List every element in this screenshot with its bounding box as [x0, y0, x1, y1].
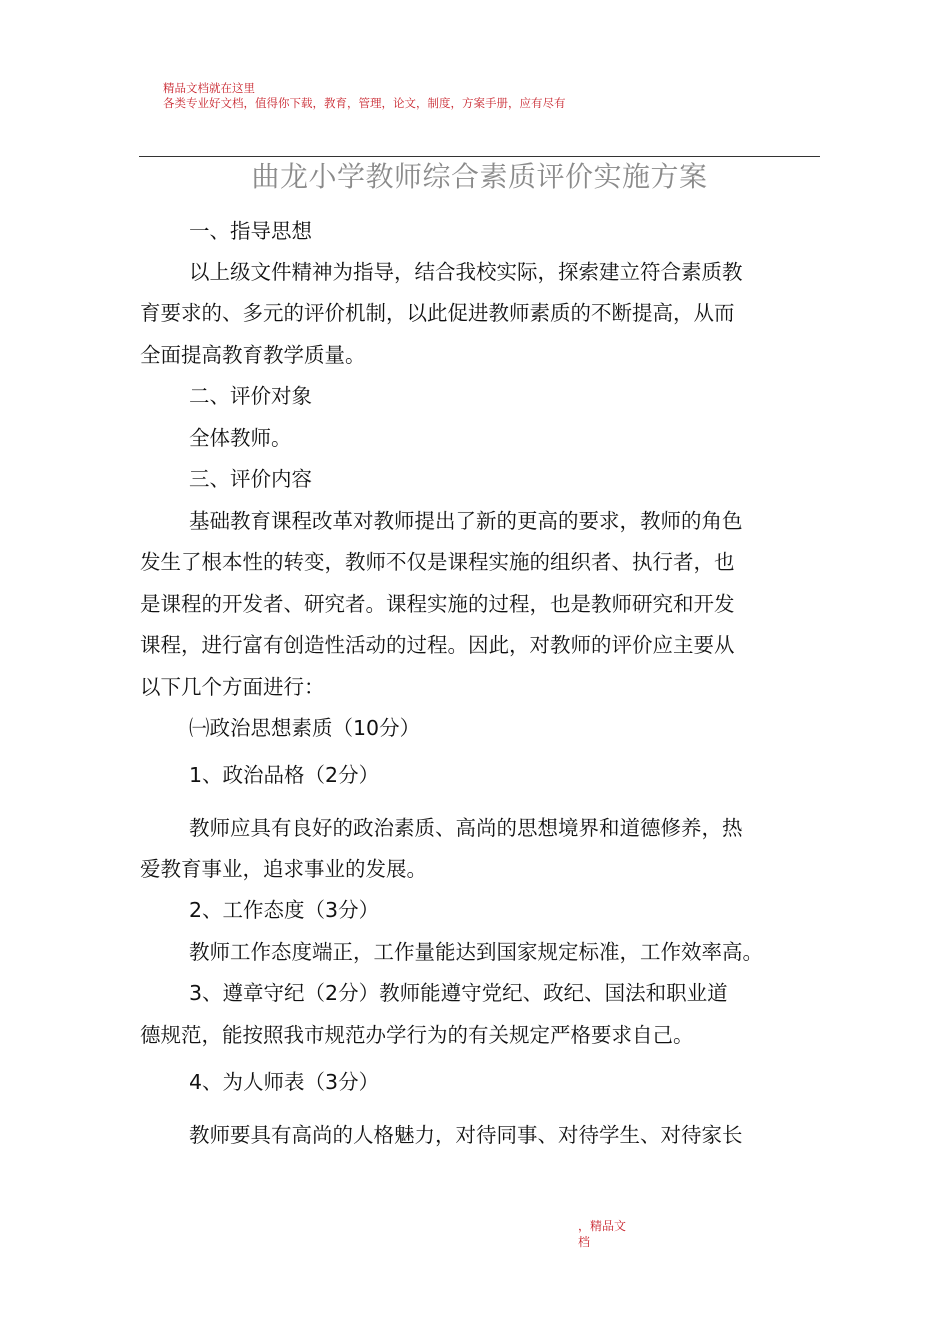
- section-heading-1: 一、指导思想: [189, 219, 312, 243]
- paragraph-line: 全面提高教育教学质量。: [140, 343, 366, 367]
- paragraph-line: 课程，进行富有创造性活动的过程。因此，对教师的评价应主要从: [140, 633, 735, 657]
- paragraph-line: 发生了根本性的转变，教师不仅是课程实施的组织者、执行者，也: [140, 550, 735, 574]
- paragraph-line: 教师应具有良好的政治素质、高尚的思想境界和道德修养，热: [189, 816, 743, 840]
- paragraph-line: 爱教育事业，追求事业的发展。: [140, 857, 427, 881]
- document-title: 曲龙小学教师综合素质评价实施方案: [251, 160, 708, 193]
- paragraph-line: 教师工作态度端正，工作量能达到国家规定标准，工作效率高。: [189, 940, 763, 964]
- item-heading: 3、遵章守纪（2分）教师能遵守党纪、政纪、国法和职业道: [189, 981, 728, 1005]
- paragraph-line: 教师要具有高尚的人格魅力，对待同事、对待学生、对待家长: [189, 1123, 743, 1147]
- item-heading: 1、政治品格（2分）: [189, 763, 380, 787]
- paragraph-line: 基础教育课程改革对教师提出了新的更高的要求，教师的角色: [189, 509, 743, 533]
- subsection-heading: ㈠政治思想素质（10分）: [189, 716, 421, 740]
- footer-note-cont: 档: [578, 1235, 591, 1249]
- item-heading: 2、工作态度（3分）: [189, 898, 380, 922]
- header-subtitle: 各类专业好文档，值得你下载，教育，管理，论文，制度，方案手册，应有尽有: [163, 96, 566, 110]
- header-tagline: 精品文档就在这里: [163, 81, 255, 95]
- paragraph-line: 以下几个方面进行：: [140, 675, 325, 699]
- footer-note: ，精品文: [578, 1219, 627, 1233]
- item-heading: 4、为人师表（3分）: [189, 1070, 380, 1094]
- header-divider: [139, 156, 820, 157]
- paragraph-line: 育要求的、多元的评价机制，以此促进教师素质的不断提高，从而: [140, 301, 735, 325]
- section-heading-3: 三、评价内容: [189, 467, 312, 491]
- paragraph-line: 以上级文件精神为指导，结合我校实际，探索建立符合素质教: [189, 260, 743, 284]
- paragraph-line: 是课程的开发者、研究者。课程实施的过程，也是教师研究和开发: [140, 592, 735, 616]
- section-heading-2: 二、评价对象: [189, 384, 312, 408]
- paragraph-line: 全体教师。: [189, 426, 292, 450]
- paragraph-line: 德规范，能按照我市规范办学行为的有关规定严格要求自己。: [140, 1023, 694, 1047]
